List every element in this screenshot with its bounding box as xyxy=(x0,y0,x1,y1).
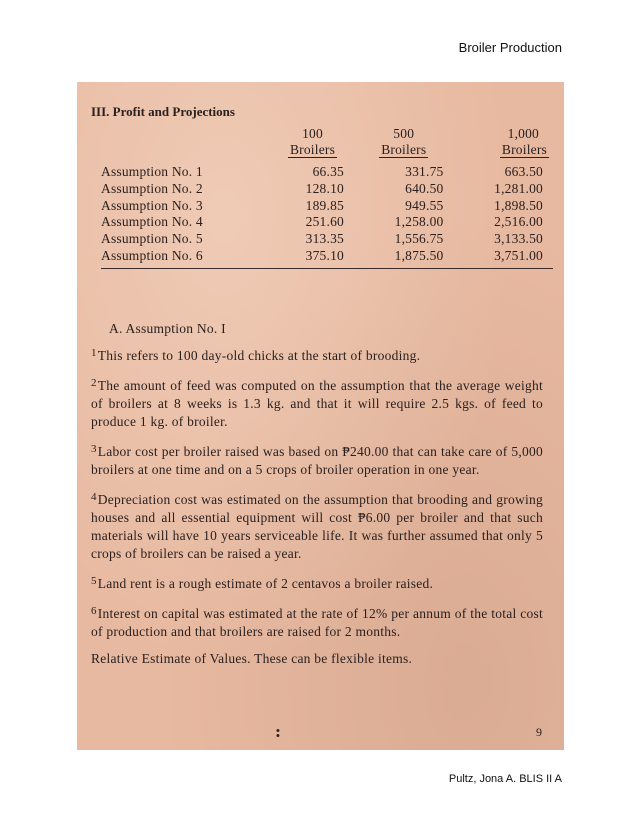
projection-table xyxy=(101,126,553,269)
table-row: Assumption No. 5 313.35 1,556.75 3,133.50 xyxy=(101,231,543,247)
col-head-500: 500 xyxy=(393,126,415,141)
col-head-1000: 1,000 xyxy=(507,126,539,141)
running-header: Broiler Production xyxy=(458,40,562,55)
table-row: Assumption No. 1 66.35 331.75 663.50 xyxy=(101,164,543,179)
col-unit-500: Broilers xyxy=(381,142,427,157)
table-row: Assumption No. 6 375.10 1,875.50 3,751.00 xyxy=(101,247,543,263)
note-item: $^2$The amount of feed was computed on the assumption that the average weight of broilers at 8 weeks is 1.3 kg. and that it will require 2.5 kgs. of feed to produce 1 kg. of broiler. xyxy=(91,377,543,429)
notes-subtitle: A. Assumption No. I xyxy=(109,321,226,336)
note-item: $^5$Land rent is a rough estimate of 2 centavos a broiler raised. xyxy=(91,575,434,591)
col-unit-1000: Broilers xyxy=(501,142,547,157)
table-header-row-bottom xyxy=(101,142,553,158)
note-item: $^3$Labor cost per broiler raised was based on ₱240.00 that can take care of 5,000 broilers at one time and on a 5 crops of broiler operation in one year. xyxy=(91,443,543,477)
margin-mark: : xyxy=(275,722,281,741)
table-row: Assumption No. 3 189.85 949.55 1,898.50 xyxy=(101,197,543,213)
assumption-notes xyxy=(91,320,543,677)
running-footer: Pultz, Jona A. BLIS II A xyxy=(448,773,562,785)
table-row: Assumption No. 2 128.10 640.50 1,281.00 xyxy=(101,180,543,196)
section-title: III. Profit and Projections xyxy=(91,104,235,119)
relative-estimate-note: Relative Estimate of Values. These can be flexible items. xyxy=(91,651,413,666)
col-unit-100: Broilers xyxy=(289,142,336,157)
page-number: 9 xyxy=(536,725,542,739)
note-item: $^4$Depreciation cost was estimated on the assumption that brooding and growing houses and all essential equipment will cost ₱6.00 per broiler and that such materials will have 10 years serviceable life. It was further assumed that only 5 crops of broilers can be raised a year. xyxy=(91,491,543,561)
table-header-row-top xyxy=(101,126,553,142)
table-row: Assumption No. 4 251.60 1,258.00 2,516.00 xyxy=(101,214,543,230)
note-item: $^1$This refers to 100 day-old chicks at the start of brooding. xyxy=(91,347,421,363)
scanned-page xyxy=(77,82,564,750)
col-head-100: 100 xyxy=(302,126,323,141)
note-item: $^6$Interest on capital was estimated at the rate of 12% per annum of the total cost of production and that broilers are raised for 2 months. xyxy=(91,605,543,639)
